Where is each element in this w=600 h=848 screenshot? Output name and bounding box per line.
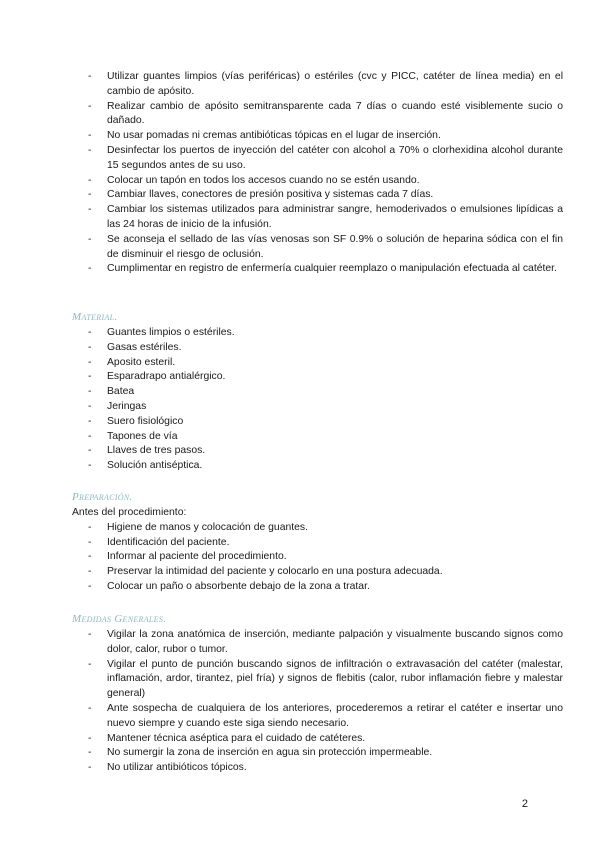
list-item: - Cambiar llaves, conectores de presión positiva y sistemas cada 7 días.	[72, 188, 563, 203]
list-item: - Aposito esteril.	[72, 356, 563, 371]
list-item: - Colocar un paño o absorbente debajo de la zona a tratar.	[72, 580, 563, 595]
page-number: 2	[521, 798, 528, 810]
list-item: - No usar pomadas ni cremas antibióticas tópicas en el lugar de inserción.	[72, 129, 563, 144]
list-item: - Informar al paciente del procedimiento.	[72, 550, 563, 565]
list-item: - Preservar la intimidad del paciente y colocarlo en una postura adecuada.	[72, 565, 563, 580]
list-item: - Ante sospecha de cualquiera de los anteriores, procederemos a retirar el catéter e insertar uno nuevo siempre y cuando este siga siendo necesario.	[72, 702, 563, 732]
list-item: - Higiene de manos y colocación de guantes.	[72, 521, 563, 536]
list-item: - No utilizar antibióticos tópicos.	[72, 761, 563, 776]
list-item: - Tapones de vía	[72, 430, 563, 445]
list-item: - Realizar cambio de apósito semitransparente cada 7 días o cuando esté visiblemente sucio o dañado.	[72, 100, 563, 130]
preparacion-list	[0, 521, 563, 595]
material-section	[0, 296, 563, 474]
material-list	[0, 326, 563, 474]
list-item: - Solución antiséptica.	[72, 459, 563, 474]
list-item: - Llaves de tres pasos.	[72, 444, 563, 459]
list-item: - Desinfectar los puertos de inyección del catéter con alcohol a 70% o clorhexidina alcohol durante 15 segundos antes de su uso.	[72, 144, 563, 174]
medidas-generales-list	[0, 628, 563, 776]
list-item: - Guantes limpios o estériles.	[72, 326, 563, 341]
list-item: - Colocar un tapón en todos los accesos cuando no se estén usando.	[72, 174, 563, 189]
medidas-generales-section	[0, 598, 563, 776]
list-item: - Jeringas	[72, 400, 563, 415]
care-recommendations-list	[0, 70, 563, 277]
preparacion-section	[0, 476, 563, 595]
list-item: - Vigilar la zona anatómica de inserción, mediante palpación y visualmente buscando signos como dolor, calor, rubor o tumor.	[72, 628, 563, 658]
medidas-generales-heading: Medidas Generales.	[72, 613, 167, 625]
list-item: - Cambiar los sistemas utilizados para administrar sangre, hemoderivados o emulsiones lipídicas a las 24 horas de inicio de la infusión.	[72, 203, 563, 233]
list-item: - Se aconseja el sellado de las vías venosas son SF 0.9% o solución de heparina sódica con el fin de disminuir el riesgo de oclusión.	[72, 233, 563, 263]
preparacion-heading: Preparación.	[72, 491, 133, 503]
list-item: - Batea	[72, 385, 563, 400]
list-item: - Utilizar guantes limpios (vías periféricas) o estériles (cvc y PICC, catéter de línea media) en el cambio de apósito.	[72, 70, 563, 100]
list-item: - Identificación del paciente.	[72, 536, 563, 551]
material-heading: Material.	[72, 311, 118, 323]
list-item: - Mantener técnica aséptica para el cuidado de catéteres.	[72, 732, 563, 747]
list-item: - Vigilar el punto de punción buscando signos de infiltración o extravasación del catéter (malestar, inflamación, ardor, tirantez, piel fría) y signos de flebitis (calor, rubor inflamación fiebre y malestar general)	[72, 658, 563, 702]
list-item: - Gasas estériles.	[72, 341, 563, 356]
care-recommendations-section	[0, 70, 563, 277]
list-item: - Cumplimentar en registro de enfermería cualquier reemplazo o manipulación efectuada al catéter.	[72, 262, 563, 277]
list-item: - Esparadrapo antialérgico.	[72, 370, 563, 385]
list-item: - Suero fisiológico	[72, 415, 563, 430]
preparacion-intro: Antes del procedimiento:	[72, 507, 187, 518]
list-item: - No sumergir la zona de inserción en agua sin protección impermeable.	[72, 746, 563, 761]
